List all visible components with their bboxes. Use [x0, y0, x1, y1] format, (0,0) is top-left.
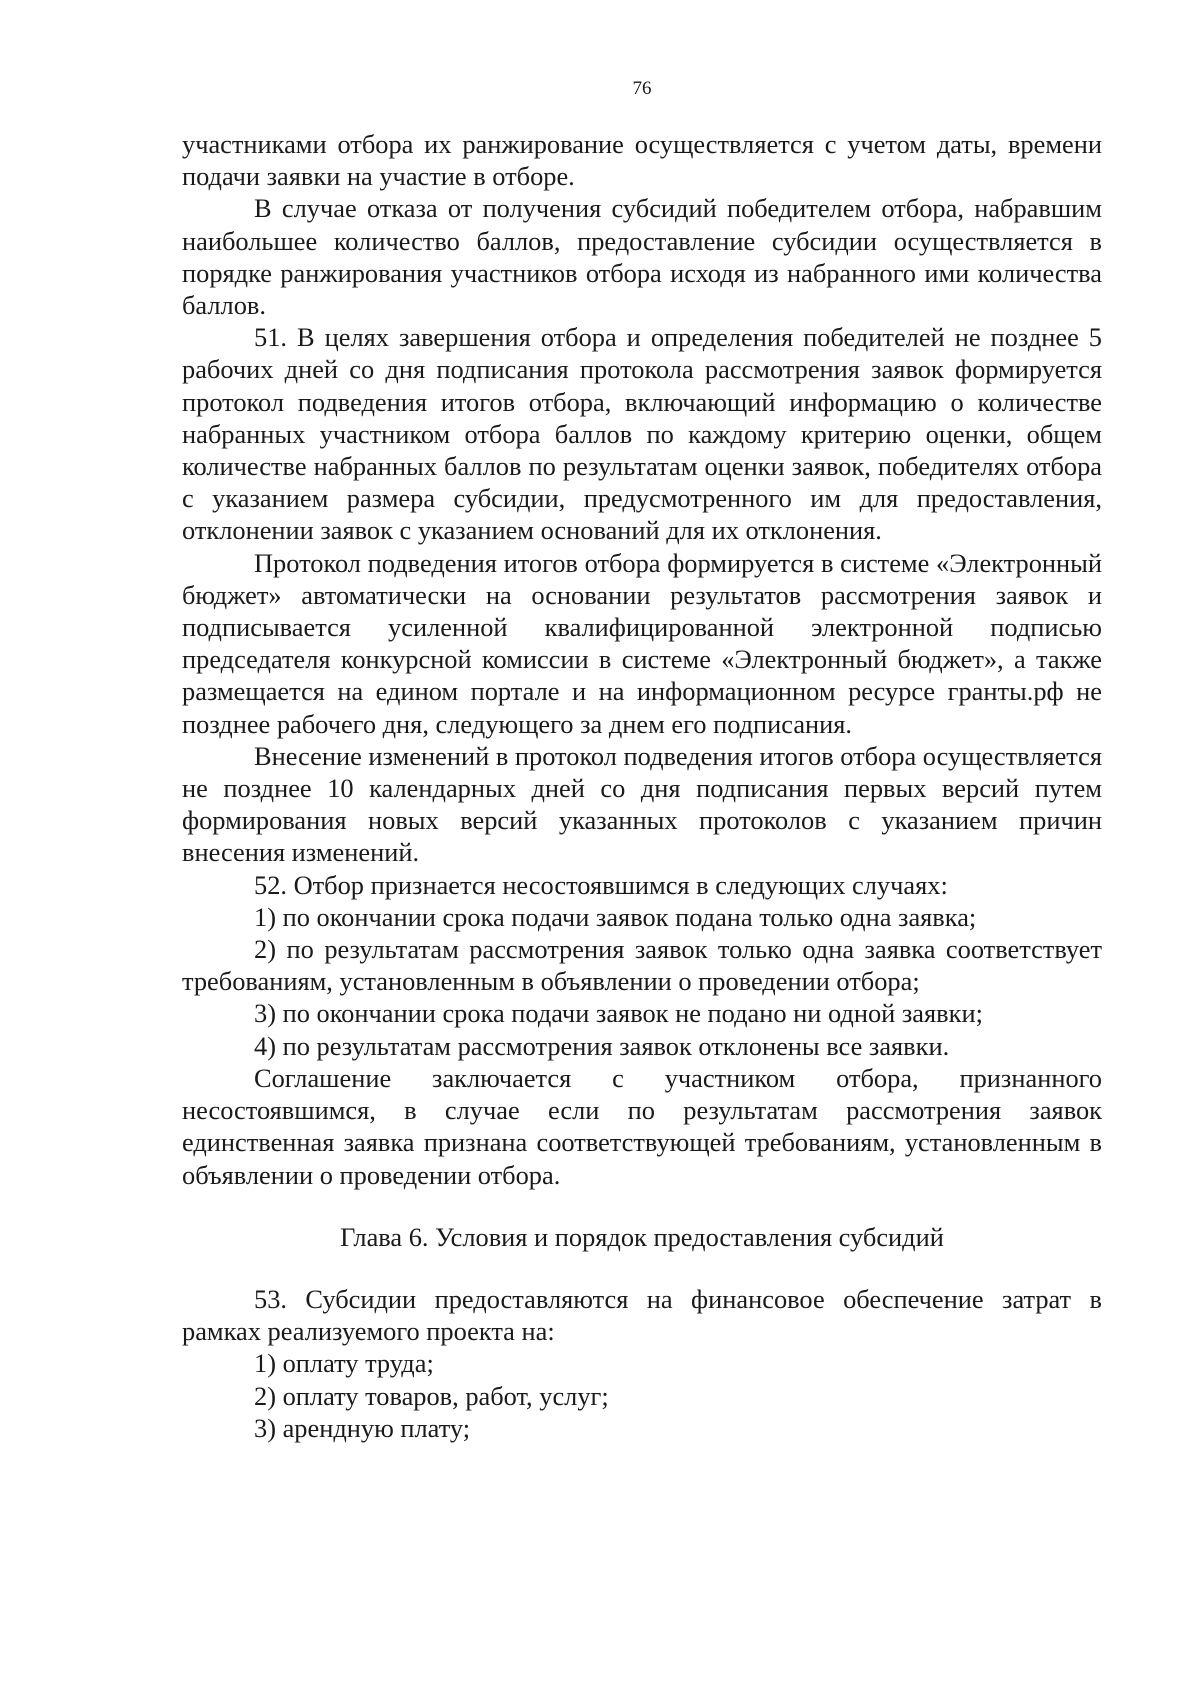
paragraph-53: 53. Субсидии предоставляются на финансовое обеспечение затрат в рамках реализуемого проекта на: [182, 1283, 1102, 1347]
paragraph-52: 52. Отбор признается несостоявшимся в следующих случаях: [254, 869, 948, 900]
paragraph: участниками отбора их ранжирование осуществляется с учетом даты, времени подачи заявки на участие в отборе. [182, 129, 1102, 192]
paragraph-51: 51. В целях завершения отбора и определения победителей не позднее 5 рабочих дней со дня подписания протокола рассмотрения заявок формируется протокол подведения итогов отбора, включающий информацию о количестве набранных участником отбора баллов по каждому критерию оценки, общем количестве набранных баллов по результатам оценки заявок, победителях отбора с указанием размера субсидии, предусмотренного им для предоставления, отклонении заявок с указанием оснований для их отклонения. [182, 322, 1102, 546]
list-item: 1) по окончании срока подачи заявок подана только одна заявка; [254, 901, 977, 932]
paragraph: Внесение изменений в протокол подведения итогов отбора осуществляется не позднее 10 календарных дней со дня подписания первых версий путем формирования новых версий указанных протоколов с указанием причин внесения изменений. [182, 740, 1102, 868]
paragraph: Соглашение заключается с участником отбора, признанного несостоявшимся, в случае если по результатам рассмотрения заявок единственная заявка признана соответствующей требованиям, установленным в объявлении о проведении отбора. [182, 1062, 1102, 1190]
list-item: 2) оплату товаров, работ, услуг; [254, 1380, 609, 1411]
document-body [182, 128, 1102, 1444]
list-item: 3) арендную плату; [254, 1412, 471, 1443]
paragraph: Протокол подведения итогов отбора формируется в системе «Электронный бюджет» автоматически на основании результатов рассмотрения заявок и подписывается усиленной квалифицированной электронной подписью председателя конкурсной комиссии в системе «Электронный бюджет», а также размещается на едином портале и на информационном ресурсе гранты.рф не позднее рабочего дня, следующего за днем его подписания. [182, 547, 1102, 739]
list-item: 1) оплату труда; [254, 1348, 434, 1379]
paragraph: В случае отказа от получения субсидий победителем отбора, набравшим наибольшее количество баллов, предоставление субсидии осуществляется в порядке ранжирования участников отбора исходя из набранного ими количества баллов. [182, 193, 1102, 321]
document-page [182, 0, 1102, 1693]
list-item: 4) по результатам рассмотрения заявок отклонены все заявки. [254, 1030, 950, 1061]
list-item: 3) по окончании срока подачи заявок не подано ни одной заявки; [254, 998, 983, 1029]
page-number: 76 [632, 78, 652, 99]
chapter-title: Глава 6. Условия и порядок предоставления субсидий [340, 1221, 944, 1252]
list-item: 2) по результатам рассмотрения заявок только одна заявка соответствует требованиям, установленным в объявлении о проведении отбора; [182, 934, 1102, 997]
